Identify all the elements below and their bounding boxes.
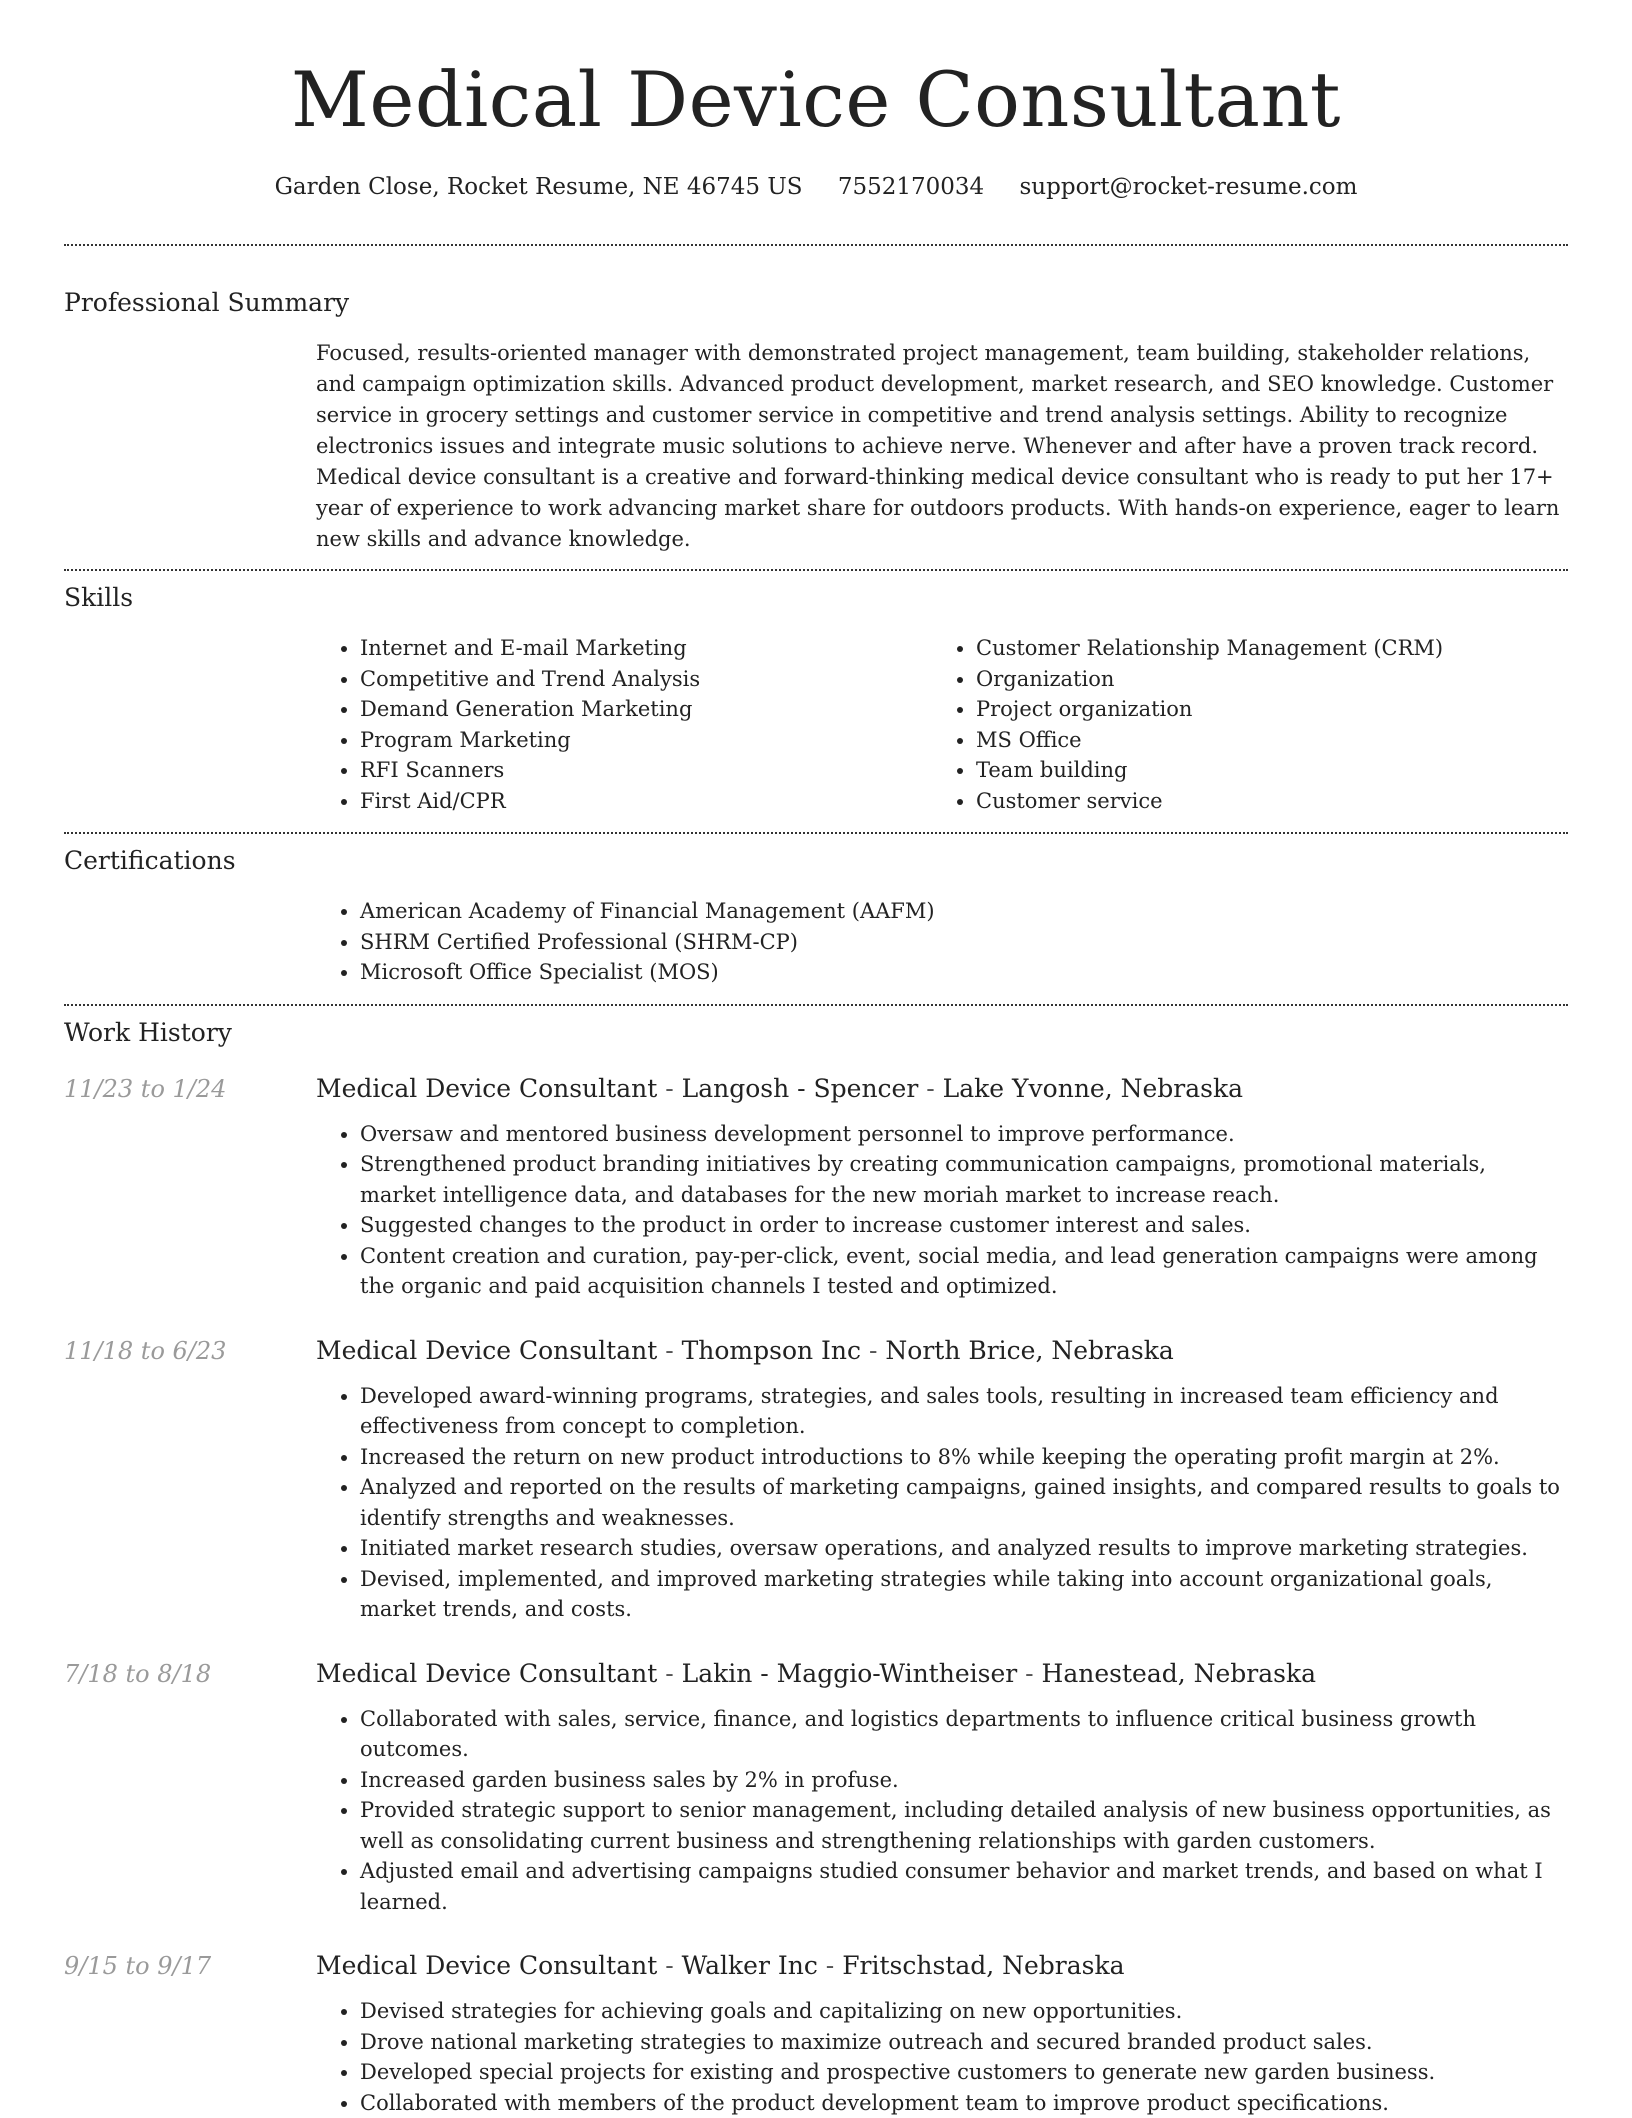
job-title: Medical Device Consultant (316, 1951, 657, 1980)
list-item: • Initiated market research studies, oversaw operations, and analyzed results to improve marketing strategies. (360, 1533, 1568, 1564)
job-entry (64, 1657, 1568, 1918)
job-heading: Medical Device Consultant - Thompson Inc - North Brice, Nebraska (316, 1334, 1568, 1368)
certifications-body (316, 896, 1568, 1004)
list-item: • Drove national marketing strategies to maximize outreach and secured branded product sales. (360, 2027, 1568, 2058)
list-item: • Strengthened product branding initiatives by creating communication campaigns, promotional materials, market intelligence data, and databases for the new moriah market to increase reach. (360, 1149, 1568, 1210)
job-entry (64, 1949, 1568, 2118)
list-item: • Developed special projects for existing and prospective customers to generate new garden business. (360, 2057, 1568, 2088)
job-bullets (316, 1381, 1568, 1625)
job-bullets (316, 1704, 1568, 1918)
job-location: Hanestead, Nebraska (1042, 1659, 1317, 1688)
list-item: • Internet and E-mail Marketing (360, 633, 932, 664)
list-item: • Organization (976, 664, 1548, 695)
contact-address: Garden Close, Rocket Resume, NE 46745 US (275, 174, 803, 200)
job-heading: Medical Device Consultant - Langosh - Spencer - Lake Yvonne, Nebraska (316, 1072, 1568, 1106)
list-item: • Customer Relationship Management (CRM) (976, 633, 1548, 664)
resume-header (64, 0, 1568, 204)
job-location: Fritschstad, Nebraska (842, 1951, 1124, 1980)
list-item: • Devised strategies for achieving goals and capitalizing on new opportunities. (360, 1996, 1568, 2027)
job-content (316, 1949, 1568, 2118)
job-dates: 11/18 to 6/23 (64, 1334, 316, 1368)
list-item: • Microsoft Office Specialist (MOS) (360, 957, 1568, 988)
job-entry (64, 1334, 1568, 1625)
certifications-list (316, 896, 1568, 988)
list-item: • American Academy of Financial Management (AAFM) (360, 896, 1568, 927)
contact-line (64, 170, 1568, 204)
list-item: • Adjusted email and advertising campaigns studied consumer behavior and market trends, and based on what I learned. (360, 1856, 1568, 1917)
job-title: Medical Device Consultant (316, 1336, 657, 1365)
job-title: Medical Device Consultant (316, 1659, 657, 1688)
job-dates: 11/23 to 1/24 (64, 1072, 316, 1106)
work-history-heading: Work History (64, 1016, 1568, 1050)
job-content (316, 1657, 1568, 1918)
job-content (316, 1334, 1568, 1625)
job-company: Walker Inc (682, 1951, 818, 1980)
list-item: • Customer service (976, 786, 1548, 817)
certifications-section (64, 834, 1568, 1004)
job-location: Lake Yvonne, Nebraska (943, 1074, 1243, 1103)
summary-heading: Professional Summary (64, 286, 1568, 320)
certifications-heading: Certifications (64, 844, 1568, 878)
list-item: • SHRM Certified Professional (SHRM-CP) (360, 927, 1568, 958)
job-bullets (316, 1996, 1568, 2118)
job-title: Medical Device Consultant (316, 1074, 657, 1103)
skills-section (64, 571, 1568, 832)
list-item: • Increased garden business sales by 2% in profuse. (360, 1765, 1568, 1796)
job-bullets (316, 1119, 1568, 1302)
list-item: • Program Marketing (360, 725, 932, 756)
job-content (316, 1072, 1568, 1302)
summary-text: Focused, results-oriented manager with demonstrated project management, team building, stakeholder relations, and campaign optimization skills. Advanced product development, market research, and SEO knowledge. Customer service in grocery settings and customer service in competitive and trend analysis settings. Ability to recognize electronics issues and integrate music solutions to achieve nerve. Whenever and after have a proven track record. Medical device consultant is a creative and forward-thinking medical device consultant who is ready to put her 17+ year of experience to work advancing market share for outdoors products. With hands-on experience, eager to learn new skills and advance knowledge. (316, 338, 1568, 569)
work-history-section (64, 1006, 1568, 2118)
job-dates: 7/18 to 8/18 (64, 1657, 316, 1691)
skills-list-right (932, 633, 1548, 816)
list-item: • Devised, implemented, and improved marketing strategies while taking into account organizational goals, market trends, and costs. (360, 1564, 1568, 1625)
skills-columns (316, 633, 1568, 832)
skills-heading: Skills (64, 581, 1568, 615)
list-item: • Team building (976, 755, 1548, 786)
job-company: Thompson Inc (682, 1336, 861, 1365)
job-company: Langosh - Spencer (682, 1074, 919, 1103)
list-item: • Collaborated with members of the product development team to improve product specifications. (360, 2088, 1568, 2118)
list-item: • Collaborated with sales, service, finance, and logistics departments to influence critical business growth outcomes. (360, 1704, 1568, 1765)
contact-phone: 7552170034 (838, 174, 984, 200)
list-item: • Content creation and curation, pay-per-click, event, social media, and lead generation campaigns were among the organic and paid acquisition channels I tested and optimized. (360, 1241, 1568, 1302)
job-heading: Medical Device Consultant - Walker Inc - Fritschstad, Nebraska (316, 1949, 1568, 1983)
candidate-name: Medical Device Consultant (64, 52, 1568, 148)
job-heading: Medical Device Consultant - Lakin - Maggio-Wintheiser - Hanestead, Nebraska (316, 1657, 1568, 1691)
list-item: • Provided strategic support to senior management, including detailed analysis of new business opportunities, as well as consolidating current business and strengthening relationships with garden customers. (360, 1795, 1568, 1856)
skills-list-left (316, 633, 932, 816)
list-item: • Competitive and Trend Analysis (360, 664, 932, 695)
list-item: • First Aid/CPR (360, 786, 932, 817)
list-item: • Oversaw and mentored business development personnel to improve performance. (360, 1119, 1568, 1150)
list-item: • Increased the return on new product introductions to 8% while keeping the operating profit margin at 2%. (360, 1442, 1568, 1473)
job-entry (64, 1072, 1568, 1302)
list-item: • Project organization (976, 694, 1548, 725)
summary-section (64, 246, 1568, 569)
job-location: North Brice, Nebraska (885, 1336, 1173, 1365)
list-item: • Suggested changes to the product in order to increase customer interest and sales. (360, 1210, 1568, 1241)
list-item: • RFI Scanners (360, 755, 932, 786)
job-dates: 9/15 to 9/17 (64, 1949, 316, 1983)
list-item: • Demand Generation Marketing (360, 694, 932, 725)
list-item: • Analyzed and reported on the results of marketing campaigns, gained insights, and compared results to goals to identify strengths and weaknesses. (360, 1472, 1568, 1533)
job-company: Lakin - Maggio-Wintheiser (682, 1659, 1018, 1688)
list-item: • MS Office (976, 725, 1548, 756)
contact-email: support@rocket-resume.com (1020, 174, 1358, 200)
list-item: • Developed award-winning programs, strategies, and sales tools, resulting in increased team efficiency and effectiveness from concept to completion. (360, 1381, 1568, 1442)
